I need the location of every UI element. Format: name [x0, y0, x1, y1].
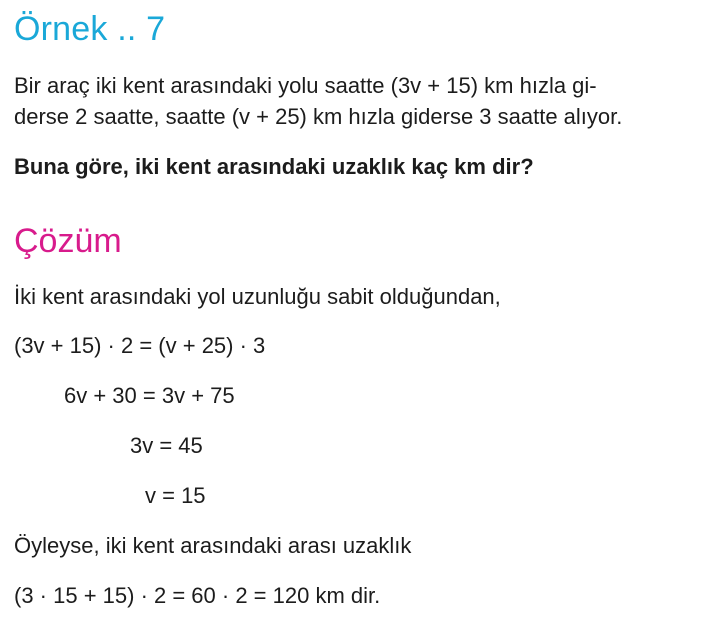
- problem-line-1: Bir araç iki kent arasındaki yolu saatte (3v + 15) km hızla gi-: [14, 73, 597, 98]
- problem-statement: [14, 70, 714, 132]
- equation-2: 6v + 30 = 3v + 75: [64, 383, 235, 408]
- equation-5: (3 · 15 + 15) · 2 = 60 · 2 = 120 km dir.: [14, 583, 381, 608]
- solution-intro: İki kent arasındaki yol uzunluğu sabit olduğundan,: [14, 284, 501, 309]
- problem-line-2: derse 2 saatte, saatte (v + 25) km hızla giderse 3 saatte alıyor.: [14, 104, 623, 129]
- equation-4: v = 15: [145, 483, 206, 508]
- solution-conclusion: Öyleyse, iki kent arasındaki arası uzaklık: [14, 533, 412, 558]
- example-heading: Örnek .. 7: [14, 10, 166, 48]
- solution-heading: Çözüm: [14, 222, 122, 260]
- problem-question: Buna göre, iki kent arasındaki uzaklık kaç km dir?: [14, 154, 534, 179]
- equation-3: 3v = 45: [130, 433, 203, 458]
- equation-1: (3v + 15) · 2 = (v + 25) · 3: [14, 333, 266, 358]
